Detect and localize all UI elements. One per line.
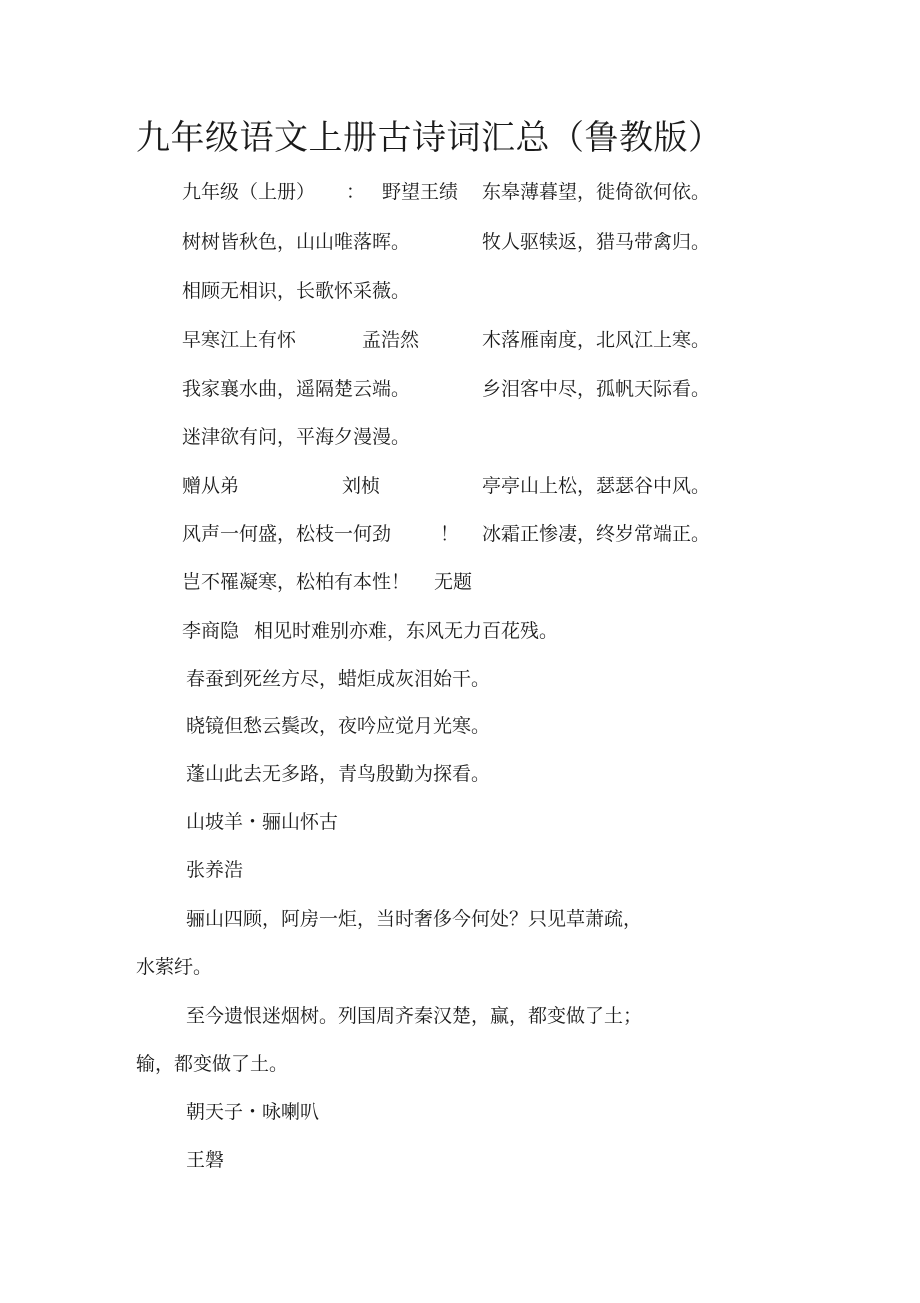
- line-segment: 早寒江上有怀: [182, 329, 297, 351]
- line-segment: 王磐: [186, 1149, 225, 1171]
- line-segment: 东皋薄暮望，徙倚欲何依。: [482, 181, 711, 203]
- line-segment: 李商隐: [182, 620, 240, 642]
- line-segment: 赠从弟: [182, 475, 240, 497]
- line-segment: ：: [346, 181, 366, 203]
- document-title: 九年级语文上册古诗词汇总（鲁教版）: [136, 118, 723, 158]
- line-segment: 迷津欲有问，平海夕漫漫。: [182, 426, 411, 448]
- line-segment: 树树皆秋色，山山唯落晖。: [182, 231, 411, 253]
- line-segment: 无题: [434, 571, 473, 593]
- line-segment: 九年级（上册）: [182, 181, 316, 203]
- line-segment: 晓镜但愁云鬓改，夜吟应觉月光寒。: [186, 715, 491, 737]
- line-segment: 孟浩然: [362, 329, 420, 351]
- line-segment: 野望王绩: [382, 181, 459, 203]
- line-segment: 我家襄水曲，遥隔楚云端。: [182, 378, 411, 400]
- line-segment: 相顾无相识，长歌怀采薇。: [182, 280, 411, 302]
- line-segment: 亭亭山上松，瑟瑟谷中风。: [482, 475, 711, 497]
- line-segment: 刘桢: [342, 475, 381, 497]
- line-segment: 岂不罹凝寒，松柏有本性！: [182, 571, 411, 593]
- line-segment: 风声一何盛，松枝一何劲: [182, 523, 392, 545]
- line-segment: 春蚕到死丝方尽，蜡炬成灰泪始干。: [186, 668, 491, 690]
- line-segment: 牧人驱犊返，猎马带禽归。: [482, 231, 711, 253]
- line-segment: 张养浩: [186, 859, 244, 881]
- line-segment: 乡泪客中尽，孤帆天际看。: [482, 378, 711, 400]
- line-segment: ！: [440, 523, 460, 545]
- line-segment: 骊山四顾，阿房一炬，当时奢侈今何处？只见草萧疏，: [186, 908, 643, 930]
- line-segment: 至今遗恨迷烟树。列国周齐秦汉楚，赢，都变做了土；: [186, 1005, 643, 1027]
- line-segment: 蓬山此去无多路，青鸟殷勤为探看。: [186, 763, 491, 785]
- line-segment: 水萦纡。: [136, 956, 213, 978]
- line-segment: 输，都变做了土。: [136, 1053, 289, 1075]
- line-segment: 朝天子・咏喇叭: [186, 1101, 320, 1123]
- line-segment: 冰霜正惨凄，终岁常端正。: [482, 523, 711, 545]
- line-segment: 木落雁南度，北风江上寒。: [482, 329, 711, 351]
- line-segment: 相见时难别亦难，东风无力百花残。: [254, 620, 559, 642]
- line-segment: 山坡羊・骊山怀古: [186, 811, 339, 833]
